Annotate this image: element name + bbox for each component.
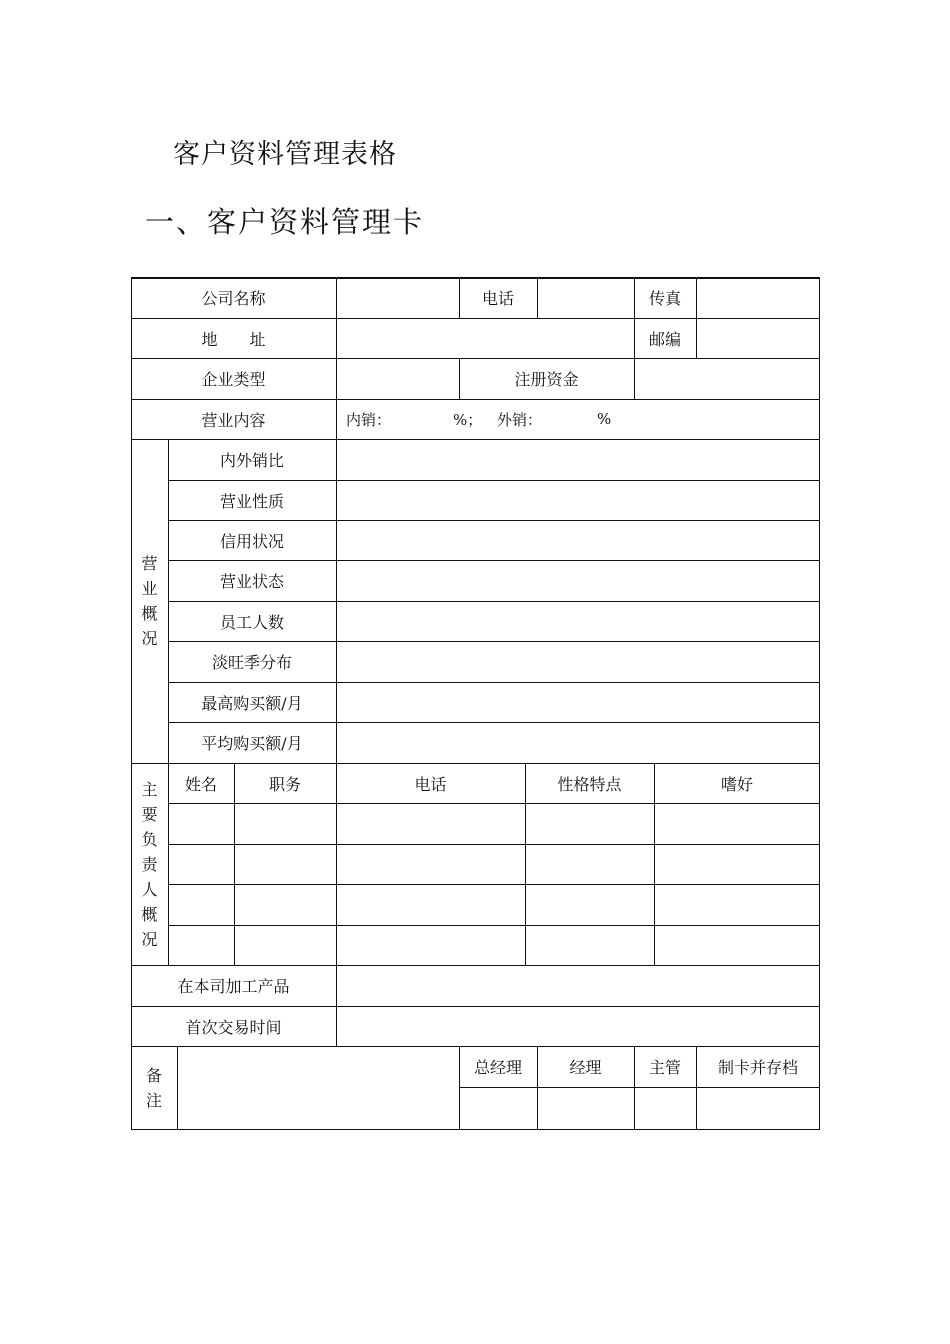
group-char: 主 [141, 779, 158, 799]
table-cell-input[interactable] [526, 804, 653, 843]
table-cell-input[interactable] [526, 845, 653, 883]
business-state-field[interactable] [337, 561, 819, 600]
table-cell-input[interactable] [337, 804, 524, 843]
general-manager-label: 总经理 [473, 1058, 522, 1077]
group-char: 责 [141, 854, 158, 874]
contact-phone-header: 电话 [414, 774, 447, 794]
customer-info-card-table [131, 277, 820, 1129]
enterprise-type-label: 企业类型 [201, 370, 266, 389]
remarks-field[interactable] [178, 1047, 458, 1128]
enterprise-type-field[interactable] [337, 359, 458, 398]
remarks-label [131, 1046, 177, 1129]
contact-hobby-header: 嗜好 [720, 774, 753, 794]
address-label: 地 址 [201, 329, 266, 349]
page-title: 客户资料管理表格 [173, 139, 397, 170]
processed-products-field[interactable] [337, 966, 819, 1005]
table-cell-input[interactable] [655, 926, 819, 964]
phone-label: 电话 [481, 289, 514, 308]
general-manager-signature-field[interactable] [460, 1088, 536, 1128]
avg-monthly-purchase-field[interactable] [337, 723, 819, 762]
processed-products-label: 在本司加工产品 [177, 977, 290, 996]
table-cell-input[interactable] [655, 804, 819, 843]
group-char: 要 [141, 804, 158, 824]
phone-field[interactable] [538, 278, 633, 317]
table-cell-input[interactable] [337, 926, 524, 964]
group-char: 概 [141, 904, 158, 924]
contacts-group-label [131, 763, 168, 965]
card-filing-signature-field[interactable] [697, 1088, 819, 1128]
postcode-label: 邮编 [648, 329, 681, 349]
table-cell-input[interactable] [169, 804, 233, 843]
postcode-field[interactable] [697, 319, 819, 357]
contact-name-header: 姓名 [184, 774, 217, 794]
max-monthly-purchase-field[interactable] [337, 683, 819, 721]
card-filing-label: 制卡并存档 [717, 1058, 798, 1077]
table-cell-input[interactable] [655, 885, 819, 924]
table-cell-input[interactable] [235, 845, 335, 883]
business-nature-field[interactable] [337, 481, 819, 519]
employee-count-label: 员工人数 [219, 612, 284, 632]
group-char: 营 [141, 554, 158, 573]
fax-field[interactable] [697, 278, 819, 317]
contact-position-header: 职务 [268, 774, 301, 794]
group-char: 概 [141, 604, 158, 623]
manager-label: 经理 [569, 1058, 602, 1077]
group-char: 注 [145, 1090, 162, 1110]
group-char: 负 [141, 829, 158, 849]
avg-monthly-purchase-label: 平均购买额/月 [201, 734, 303, 753]
group-char: 人 [141, 879, 158, 899]
credit-status-field[interactable] [337, 521, 819, 559]
table-cell-input[interactable] [169, 845, 233, 883]
registered-capital-field[interactable] [635, 359, 819, 398]
manager-signature-field[interactable] [538, 1088, 633, 1128]
foreign-sales-label: 外销： [497, 410, 543, 429]
group-char: 业 [141, 579, 158, 598]
foreign-percent-sign: % [597, 410, 612, 428]
business-overview-group-label [131, 439, 168, 763]
fax-label: 传真 [648, 289, 681, 308]
business-state-label: 营业状态 [219, 572, 284, 591]
season-distribution-label: 淡旺季分布 [211, 653, 292, 672]
first-trade-time-label: 首次交易时间 [185, 1017, 282, 1037]
address-field[interactable] [337, 319, 633, 357]
table-cell-input[interactable] [169, 885, 233, 924]
first-trade-time-field[interactable] [337, 1007, 819, 1045]
foreign-sales-field[interactable] [543, 403, 593, 435]
table-cell-input[interactable] [235, 926, 335, 964]
business-content-label: 营业内容 [201, 410, 266, 430]
supervisor-signature-field[interactable] [635, 1088, 695, 1128]
registered-capital-label: 注册资金 [514, 370, 579, 389]
table-cell-input[interactable] [655, 845, 819, 883]
table-cell-input[interactable] [235, 804, 335, 843]
table-cell-input[interactable] [169, 926, 233, 964]
domestic-sales-field[interactable] [393, 403, 451, 435]
table-cell-input[interactable] [526, 926, 653, 964]
employee-count-field[interactable] [337, 602, 819, 640]
company-name-field[interactable] [337, 278, 458, 317]
table-cell-input[interactable] [526, 885, 653, 924]
group-char: 备 [145, 1065, 162, 1085]
credit-status-label: 信用状况 [219, 531, 284, 551]
table-cell-input[interactable] [235, 885, 335, 924]
domestic-sales-label: 内销： [346, 410, 392, 429]
group-char: 况 [141, 929, 158, 949]
business-nature-label: 营业性质 [219, 491, 284, 511]
table-cell-input[interactable] [337, 885, 524, 924]
domestic-foreign-ratio-field[interactable] [337, 440, 819, 479]
section-title: 一、客户资料管理卡 [145, 205, 425, 239]
season-distribution-field[interactable] [337, 642, 819, 681]
max-monthly-purchase-label: 最高购买额/月 [201, 693, 303, 713]
contact-personality-header: 性格特点 [557, 774, 622, 794]
company-name-label: 公司名称 [201, 289, 266, 308]
domestic-percent-sign: %； [453, 410, 483, 429]
supervisor-label: 主管 [648, 1058, 681, 1077]
domestic-foreign-ratio-label: 内外销比 [219, 451, 284, 470]
group-char: 况 [141, 629, 158, 648]
table-cell-input[interactable] [337, 845, 524, 883]
